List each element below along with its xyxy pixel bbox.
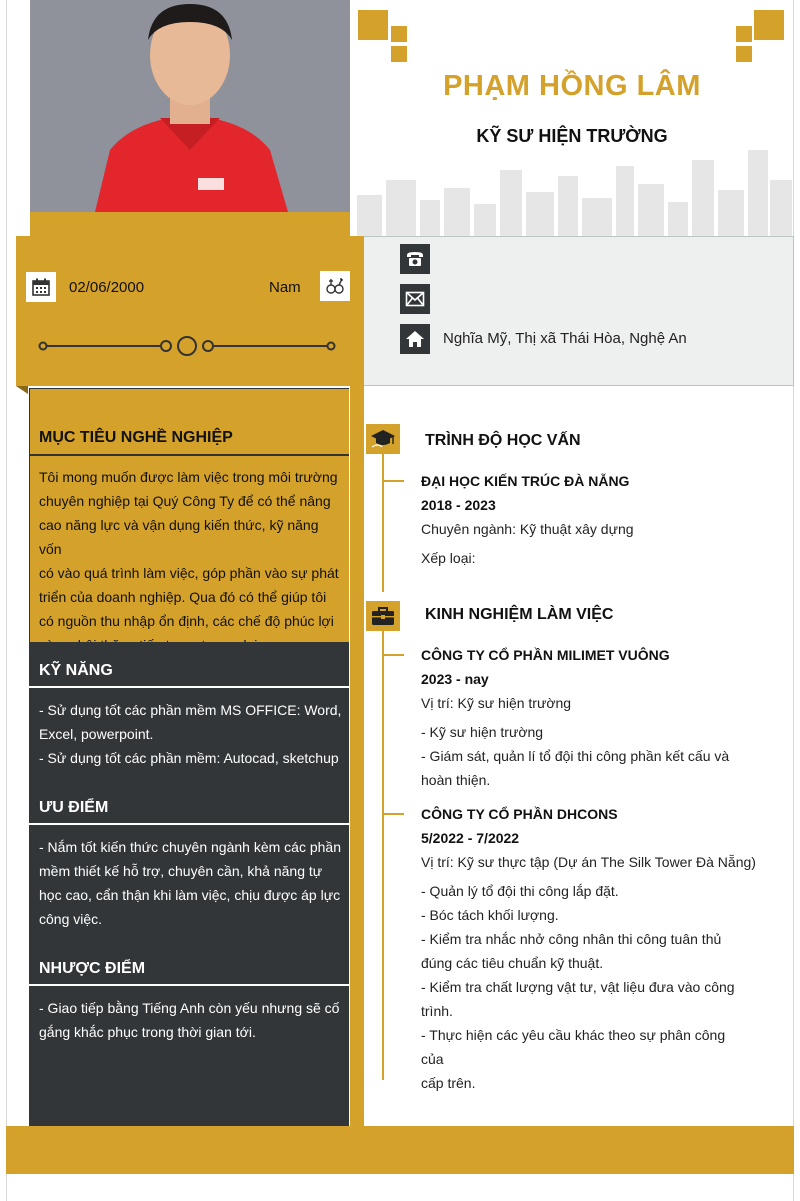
decor-square <box>754 10 784 40</box>
address-value: Nghĩa Mỹ, Thị xã Thái Hòa, Nghệ An <box>443 330 687 347</box>
gender-icon <box>320 271 350 301</box>
company-name: CÔNG TY CỔ PHẦN MILIMET VUÔNG <box>421 647 670 663</box>
decor-divider <box>36 334 338 358</box>
text-line: - Sử dụng tốt các phần mềm MS OFFICE: Word, <box>39 702 342 718</box>
education-grade: Xếp loại: <box>421 550 476 566</box>
school-name: ĐẠI HỌC KIẾN TRÚC ĐÀ NẴNG <box>421 473 630 489</box>
email-icon <box>400 284 430 314</box>
decor-square <box>736 26 752 42</box>
home-icon <box>400 324 430 354</box>
text-line: hoàn thiện. <box>421 772 491 788</box>
text-line: công việc. <box>39 911 103 927</box>
graduation-cap-icon <box>366 424 400 454</box>
skills-text <box>39 698 344 770</box>
text-line: chuyên nghiệp tại Quý Công Ty để có thể nâng <box>39 493 331 509</box>
text-line: Excel, powerpoint. <box>39 726 154 742</box>
skills-rule <box>29 686 349 688</box>
text-line: trình. <box>421 1003 453 1019</box>
objective-text <box>39 465 344 657</box>
text-line: - Giám sát, quản lí tổ đội thi công phần kết cấu và <box>421 748 730 764</box>
job-duties <box>421 720 751 792</box>
education-major: Chuyên ngành: Kỹ thuật xây dựng <box>421 521 634 537</box>
text-line: cao năng lực và vận dụng kiến thức, kỹ năng vốn <box>39 517 319 557</box>
strengths-rule <box>29 823 349 825</box>
calendar-icon <box>26 272 56 302</box>
strengths-title: ƯU ĐIỂM <box>39 799 109 816</box>
company-name: CÔNG TY CỔ PHẦN DHCONS <box>421 806 618 822</box>
info-band-top <box>30 212 350 236</box>
gender: Nam <box>269 279 301 296</box>
timeline-tick <box>384 480 404 482</box>
city-skyline-decor <box>352 140 792 236</box>
text-line: - Kiểm tra chất lượng vật tư, vật liệu đưa vào công <box>421 979 735 995</box>
text-line: triển của doanh nghiệp. Qua đó có thể giúp tôi <box>39 589 327 605</box>
text-line: đúng các tiêu chuẩn kỹ thuật. <box>421 955 604 971</box>
text-line: - Giao tiếp bằng Tiếng Anh còn yếu nhưng sẽ cố <box>39 1000 340 1016</box>
gold-divider-strip <box>350 386 364 1126</box>
job-position: Vị trí: Kỹ sư hiện trường <box>421 695 572 711</box>
timeline-tick <box>384 654 404 656</box>
education-title: TRÌNH ĐỘ HỌC VẤN <box>425 432 581 449</box>
footer-band <box>6 1126 794 1174</box>
text-line: học cao, cẩn thận khi làm việc, chịu được áp lực <box>39 887 341 903</box>
page-border-right <box>793 0 794 1201</box>
text-line: - Sử dụng tốt các phần mềm: Autocad, sketchup <box>39 750 339 766</box>
text-line: - Nắm tốt kiến thức chuyên ngành kèm các phần <box>39 839 341 855</box>
text-line: - Bóc tách khối lượng. <box>421 907 559 923</box>
ribbon-fold <box>16 386 28 394</box>
text-line: có nguồn thu nhập ổn định, các chế độ phúc lợi <box>39 613 334 629</box>
job-position: Vị trí: Kỹ sư thực tập (Dự án The Silk Tower Đà Nẵng) <box>421 854 756 870</box>
education-period: 2018 - 2023 <box>421 497 496 513</box>
text-line: - Kiểm tra nhắc nhở công nhân thi công tuân thủ <box>421 931 722 947</box>
page-border-left <box>6 0 7 1201</box>
profile-photo <box>30 0 350 212</box>
experience-title: KINH NGHIỆM LÀM VIỆC <box>425 606 614 623</box>
portrait-illustration <box>30 0 350 212</box>
weaknesses-rule <box>29 984 349 986</box>
text-line: - Quản lý tổ đội thi công lắp đặt. <box>421 883 619 899</box>
candidate-name: PHẠM HỒNG LÂM <box>443 70 701 102</box>
objective-rule <box>29 454 349 456</box>
phone-icon <box>400 244 430 274</box>
text-line: gắng khắc phục trong thời gian tới. <box>39 1024 256 1040</box>
decor-square <box>391 46 407 62</box>
job-period: 2023 - nay <box>421 671 489 687</box>
text-line: Tôi mong muốn được làm việc trong môi trường <box>39 469 338 485</box>
birthdate: 02/06/2000 <box>69 279 145 296</box>
text-line: - Kỹ sư hiện trường <box>421 724 544 740</box>
decor-square <box>358 10 388 40</box>
objective-title: MỤC TIÊU NGHỀ NGHIỆP <box>39 429 233 446</box>
text-line: mềm thiết kế hỗ trợ, chuyên cần, khả năng tự <box>39 863 323 879</box>
text-line: có vào quá trình làm việc, góp phần vào sự phát <box>39 565 339 581</box>
timeline-line-experience <box>382 628 384 1080</box>
weaknesses-title: NHƯỢC ĐIỂM <box>39 960 146 977</box>
job-period: 5/2022 - 7/2022 <box>421 830 520 846</box>
weaknesses-text <box>39 996 344 1044</box>
strengths-text <box>39 835 344 931</box>
decor-square <box>391 26 407 42</box>
job-title: KỸ SƯ HIỆN TRƯỜNG <box>476 126 668 146</box>
timeline-tick <box>384 813 404 815</box>
skills-title: KỸ NĂNG <box>39 662 113 679</box>
briefcase-icon <box>366 601 400 631</box>
decor-square <box>736 46 752 62</box>
personal-info-panel <box>16 236 364 386</box>
text-line: - Thực hiện các yêu cầu khác theo sự phân công của <box>421 1027 726 1067</box>
text-line: cấp trên. <box>421 1075 476 1091</box>
job-duties <box>421 879 751 1095</box>
timeline-line-education <box>382 452 384 592</box>
